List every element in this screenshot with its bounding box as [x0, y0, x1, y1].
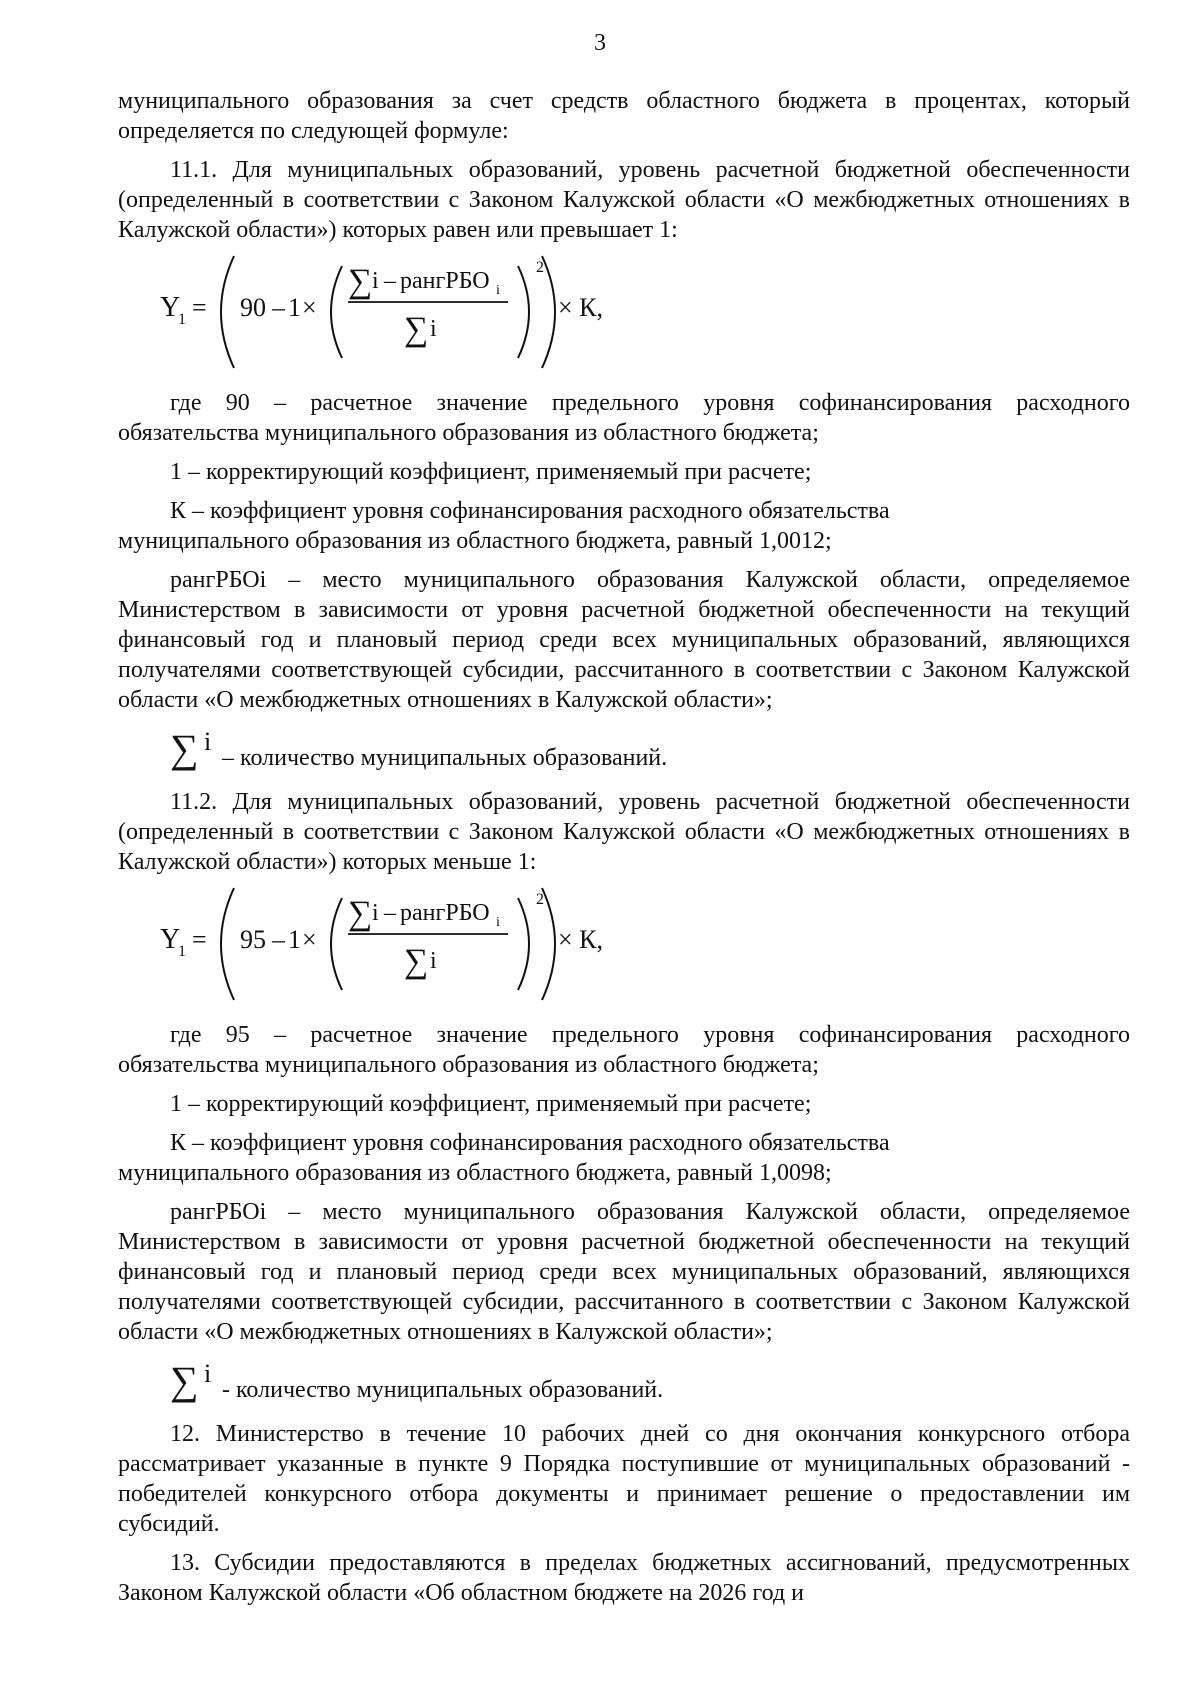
formula-power: 2: [536, 259, 544, 276]
sum-index: i: [204, 727, 212, 756]
denominator-i: i: [430, 316, 437, 342]
formula-tail: × К,: [558, 925, 604, 954]
outer-paren-left: [221, 888, 234, 1000]
denominator-i: i: [430, 948, 437, 974]
inner-paren-right: [518, 266, 529, 358]
where-95-paragraph: где 95 – расчетное значение предельного уровня софинансирования расходного обязательства муниципального образования из областного бюджета;: [118, 1022, 1130, 1078]
sum-definition-1: [118, 726, 1130, 773]
formula-minus: –: [272, 293, 285, 322]
section-13-paragraph: 13. Субсидии предоставляются в пределах бюджетных ассигнований, предусмотренных Законом Калужской области «Об областном бюджете на 2026 год и: [118, 1550, 1130, 1606]
inner-paren-right: [518, 898, 529, 990]
formula-tail: × К,: [558, 293, 604, 322]
numerator-i: i: [372, 900, 379, 926]
sum-description: - количество муниципальных образований.: [222, 1377, 664, 1403]
sum-description: – количество муниципальных образований.: [222, 745, 668, 771]
formula-lhs: Y: [160, 292, 181, 323]
sum-index: i: [204, 1359, 212, 1388]
formula-power: 2: [536, 891, 544, 908]
inner-paren-left: [331, 266, 342, 358]
inner-paren-left: [331, 898, 342, 990]
section-12-paragraph: 12. Министерство в течение 10 рабочих дней со дня окончания конкурсного отбора рассматривает указанные в пункте 9 Порядка поступившие от муниципальных образований - победителей конкурсного отбора документы и принимает решение о предоставлении им субсидий.: [118, 1421, 1130, 1537]
section-11-1-paragraph: 11.1. Для муниципальных образований, уровень расчетной бюджетной обеспеченности (определенный в соответствии с Законом Калужской области «О межбюджетных отношениях в Калужской области») которых равен или превышает 1:: [118, 157, 1130, 243]
denominator-sum-symbol: ∑: [404, 943, 429, 980]
formula-eq: =: [192, 293, 207, 322]
numerator-rank-sub: i: [496, 915, 500, 930]
document-body: [118, 86, 1130, 1617]
formula-times: ×: [302, 293, 317, 322]
formula-minus: –: [272, 925, 285, 954]
sum-symbol: ∑: [170, 1358, 199, 1403]
numerator-rank: рангРБО: [400, 900, 490, 926]
numerator-minus: –: [384, 900, 396, 926]
numerator-rank: рангРБО: [400, 268, 490, 294]
outer-paren-left: [221, 256, 234, 368]
sum-symbol: ∑: [170, 726, 199, 771]
coef-1-paragraph-1: 1 – корректирующий коэффициент, применяемый при расчете;: [170, 459, 812, 485]
denominator-sum-symbol: ∑: [404, 311, 429, 348]
formula-eq: =: [192, 925, 207, 954]
numerator-sum-symbol: ∑: [348, 895, 373, 932]
k-paragraph-1-line-2: муниципального образования из областного бюджета, равный 1,0012;: [118, 528, 832, 554]
page-number: 3: [594, 30, 606, 56]
rank-paragraph-1: рангРБОi – место муниципального образования Калужской области, определяемое Министерством в зависимости от уровня расчетной бюджетной обеспеченности на текущий финансовый год и плановый период среди всех муниципальных образований, являющихся получателями соответствующей субсидии, рассчитанного в соответствии с Законом Калужской области «О межбюджетных отношениях в Калужской области»;: [118, 567, 1130, 713]
formula-11-2-svg: [158, 886, 678, 1006]
k-paragraph-1-line-1: К – коэффициент уровня софинансирования расходного обязательства: [170, 498, 890, 524]
formula-11-1: [118, 254, 1130, 374]
section-11-2-paragraph: 11.2. Для муниципальных образований, уровень расчетной бюджетной обеспеченности (определенный в соответствии с Законом Калужской области «О межбюджетных отношениях в Калужской области») которых меньше 1:: [118, 789, 1130, 875]
formula-lhs-sub: 1: [178, 311, 186, 328]
formula-coef: 1: [288, 293, 301, 322]
where-90-paragraph: где 90 – расчетное значение предельного уровня софинансирования расходного обязательства муниципального образования из областного бюджета;: [118, 390, 1130, 446]
numerator-rank-sub: i: [496, 283, 500, 298]
formula-coef: 1: [288, 925, 301, 954]
k-paragraph-2-line-2: муниципального образования из областного бюджета, равный 1,0098;: [118, 1160, 832, 1186]
numerator-i: i: [372, 268, 379, 294]
intro-paragraph: муниципального образования за счет средств областного бюджета в процентах, который определяется по следующей формуле:: [118, 88, 1130, 144]
coef-1-paragraph-2: 1 – корректирующий коэффициент, применяемый при расчете;: [170, 1091, 812, 1117]
numerator-sum-symbol: ∑: [348, 263, 373, 300]
sum-definition-2: [118, 1358, 1130, 1405]
formula-lhs: Y: [160, 924, 181, 955]
formula-base: 95: [240, 925, 266, 954]
formula-times: ×: [302, 925, 317, 954]
formula-base: 90: [240, 293, 266, 322]
rank-paragraph-2: рангРБОi – место муниципального образования Калужской области, определяемое Министерством в зависимости от уровня расчетной бюджетной обеспеченности на текущий финансовый год и плановый период среди всех муниципальных образований, являющихся получателями соответствующей субсидии, рассчитанного в соответствии с Законом Калужской области «О межбюджетных отношениях в Калужской области»;: [118, 1199, 1130, 1345]
formula-11-1-svg: [158, 254, 678, 374]
formula-11-2: [118, 886, 1130, 1006]
formula-lhs-sub: 1: [178, 943, 186, 960]
k-paragraph-2-line-1: К – коэффициент уровня софинансирования расходного обязательства: [170, 1130, 890, 1156]
numerator-minus: –: [384, 268, 396, 294]
